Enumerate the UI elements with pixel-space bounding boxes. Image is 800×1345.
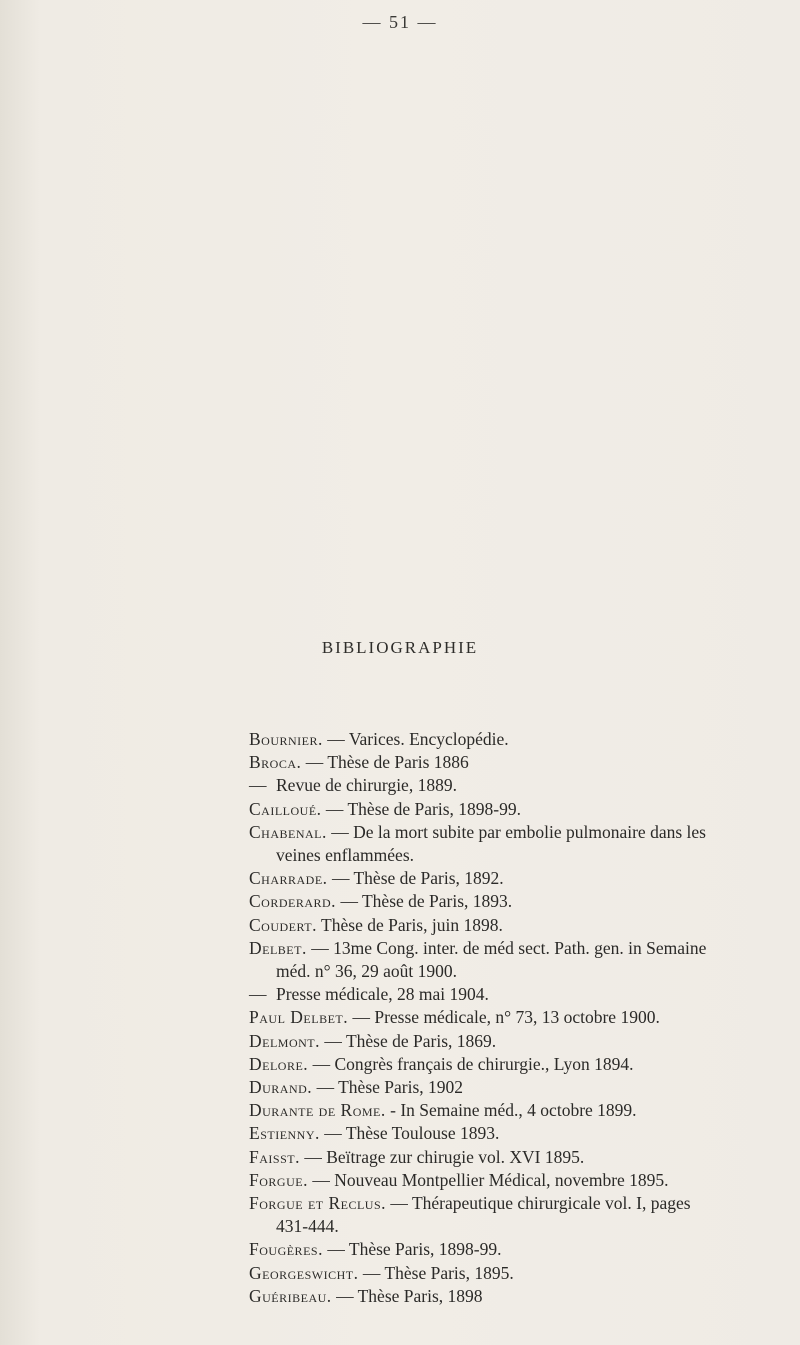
- entry-line: [249, 751, 769, 774]
- entry-text: — Nouveau Montpellier Médical, novembre 1895.: [307, 1169, 669, 1190]
- entry-text: — De la mort subite par embolie pulmonaire dans les: [326, 821, 706, 842]
- bibliography-entry: [249, 914, 769, 937]
- entry-line: [249, 774, 769, 797]
- entry-line: [249, 1238, 769, 1261]
- entry-line: [249, 1122, 769, 1145]
- bibliography-entry: [249, 1169, 769, 1192]
- entry-line: [249, 914, 769, 937]
- entry-author: Corderard.: [249, 891, 337, 912]
- entry-line: [249, 1030, 769, 1053]
- entry-text: — Beïtrage zur chirugie vol. XVI 1895.: [299, 1146, 585, 1167]
- entry-text: — Thèse Paris, 1898-99.: [322, 1239, 502, 1260]
- bibliography-entry: [249, 774, 769, 797]
- entry-line: [249, 1099, 769, 1122]
- bibliography-entry: [249, 1122, 769, 1145]
- entry-author: Bournier.: [249, 729, 323, 749]
- page-number: — 51 —: [362, 12, 438, 32]
- entry-continuation: 431-444.: [276, 1216, 339, 1237]
- bibliography-entry: [249, 1030, 769, 1053]
- entry-text: - In Semaine méd., 4 octobre 1899.: [385, 1100, 637, 1121]
- entry-continuation: veines enflammées.: [276, 845, 415, 866]
- entry-line: [249, 1076, 769, 1099]
- entry-text: — 13me Cong. inter. de méd sect. Path. gen. in Semaine: [306, 937, 707, 958]
- entry-line: [249, 821, 769, 844]
- entry-text: — Congrès français de chirurgie., Lyon 1894.: [308, 1053, 634, 1074]
- entry-author: Fougères.: [249, 1239, 323, 1260]
- entry-line: [249, 1169, 769, 1192]
- bibliography-entry: [249, 867, 769, 890]
- entry-author: Cailloué.: [249, 798, 322, 819]
- bibliography-entry: [249, 1099, 769, 1122]
- entry-author: Forgue.: [249, 1169, 308, 1190]
- entry-author: —: [249, 984, 267, 1005]
- bibliography-entry: [249, 1285, 769, 1308]
- entry-line: [249, 1285, 769, 1308]
- entry-line: [249, 1146, 769, 1169]
- bibliography-entry: [249, 1146, 769, 1169]
- entry-author: Durand.: [249, 1077, 313, 1098]
- entry-author: —: [249, 775, 267, 796]
- bibliography-entry: [249, 1262, 769, 1285]
- bibliography-entry: [249, 821, 769, 867]
- entry-line: [249, 1262, 769, 1285]
- entry-text: — Thèse de Paris, 1869.: [320, 1030, 497, 1051]
- entry-text: — Thèse Paris, 1902: [312, 1077, 464, 1098]
- entry-continuation: méd. n° 36, 29 août 1900.: [276, 961, 458, 982]
- entry-text: — Varices. Encyclopédie.: [322, 729, 509, 749]
- bibliography-entry: [249, 983, 769, 1006]
- entry-text: — Thèse de Paris, 1892.: [327, 868, 504, 889]
- section-title: BIBLIOGRAPHIE: [321, 638, 479, 657]
- entry-author: Durante de Rome.: [249, 1100, 386, 1121]
- bibliography-entry: [249, 1076, 769, 1099]
- entry-text: — Thèse Paris, 1898: [331, 1285, 483, 1306]
- entry-line: [249, 983, 769, 1006]
- entry-text: — Thérapeutique chirurgicale vol. I, pages: [386, 1193, 691, 1214]
- bibliography-entry: [249, 890, 769, 913]
- entry-text: Thèse de Paris, juin 1898.: [317, 914, 503, 935]
- entry-line: [249, 1006, 769, 1029]
- entry-line: [249, 798, 769, 821]
- entry-author: Chabenal.: [249, 821, 327, 842]
- entry-text: — Thèse Toulouse 1893.: [319, 1123, 500, 1144]
- entry-text: — Thèse Paris, 1895.: [358, 1262, 514, 1283]
- entry-line: [249, 728, 769, 751]
- entry-line: [249, 867, 769, 890]
- entry-author: Delore.: [249, 1053, 309, 1074]
- entry-author: Charrade.: [249, 868, 328, 889]
- entry-author: Faisst.: [249, 1146, 300, 1167]
- bibliography-entry: [249, 937, 769, 983]
- entry-author: Estienny.: [249, 1123, 320, 1144]
- entry-line: [249, 890, 769, 913]
- entry-author: Forgue et Reclus.: [249, 1193, 387, 1214]
- bibliography-entry: [249, 1238, 769, 1261]
- bibliography-list: [249, 728, 769, 1308]
- entry-author: Georgeswicht.: [249, 1262, 359, 1283]
- entry-text: — Thèse de Paris, 1893.: [336, 891, 513, 912]
- entry-line: [249, 1053, 769, 1076]
- entry-text: Revue de chirurgie, 1889.: [276, 775, 457, 796]
- bibliography-entry: [249, 798, 769, 821]
- entry-author: Paul Delbet.: [249, 1007, 349, 1028]
- entry-line: [249, 1192, 769, 1215]
- entry-author: Broca.: [249, 752, 302, 773]
- entry-line: [249, 937, 769, 960]
- entry-text: — Thèse de Paris 1886: [301, 752, 469, 773]
- bibliography-entry: [249, 1192, 769, 1238]
- entry-author: Delbet.: [249, 937, 307, 958]
- bibliography-entry: [249, 728, 769, 751]
- bibliography-entry: [249, 1053, 769, 1076]
- entry-author: Delmont.: [249, 1030, 321, 1051]
- entry-author: Guéribeau.: [249, 1285, 332, 1306]
- bibliography-entry: [249, 751, 769, 774]
- bibliography-entry: [249, 1006, 769, 1029]
- entry-author: Coudert.: [249, 914, 317, 935]
- entry-text: — Thèse de Paris, 1898-99.: [321, 798, 521, 819]
- entry-text: Presse médicale, 28 mai 1904.: [276, 984, 489, 1005]
- entry-text: — Presse médicale, n° 73, 13 octobre 1900.: [348, 1007, 660, 1028]
